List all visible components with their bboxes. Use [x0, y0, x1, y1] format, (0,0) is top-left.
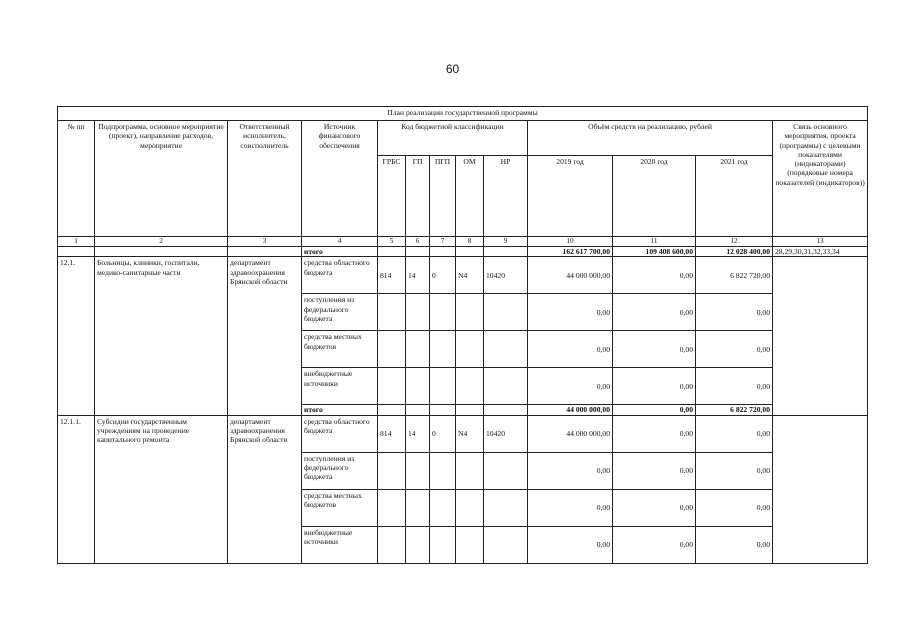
column-number-row [58, 237, 868, 247]
value-2019: 0,00 [528, 331, 613, 368]
value-2019: 44 000 000,00 [528, 415, 613, 452]
funding-source: внебюджетные источники [302, 526, 378, 563]
value-2020: 0,00 [613, 526, 696, 563]
value-2019: 0,00 [528, 526, 613, 563]
code-np: 10420 [484, 257, 528, 294]
value-2021: 6 822 720,00 [696, 257, 773, 294]
column-number: 2 [95, 237, 228, 247]
header-2021: 2021 год [696, 156, 773, 237]
indicator-link: 28,29,30,31,32,33,34 [773, 247, 868, 257]
code-grbs: 814 [378, 415, 406, 452]
column-number: 12 [696, 237, 773, 247]
header-volume: Объём средств на реализацию, рублей [528, 121, 773, 156]
total-2020: 109 408 600,00 [613, 247, 696, 257]
header-responsible: Ответственный исполнитель, соисполнитель [228, 121, 302, 237]
total-2019: 162 617 700,00 [528, 247, 613, 257]
column-number: 10 [528, 237, 613, 247]
column-number: 4 [302, 237, 378, 247]
table-row [58, 257, 868, 294]
value-2021: 0,00 [696, 415, 773, 452]
value-2021: 0,00 [696, 526, 773, 563]
value-2019: 0,00 [528, 452, 613, 489]
funding-source: средства местных бюджетов [302, 331, 378, 368]
item-responsible: департамент здравоохранения Брянской области [228, 415, 302, 563]
value-2020: 0,00 [613, 368, 696, 405]
column-number: 8 [456, 237, 484, 247]
total-label: итого [302, 247, 378, 257]
funding-source: средства областного бюджета [302, 257, 378, 294]
item-number: 12.1.1. [58, 415, 95, 563]
value-2020: 0,00 [613, 489, 696, 526]
item-responsible: департамент здравоохранения Брянской области [228, 257, 302, 415]
total-2019: 44 000 000,00 [528, 405, 613, 415]
header-2020: 2020 год [613, 156, 696, 237]
value-2020: 0,00 [613, 452, 696, 489]
header-grbs: ГРБС [378, 156, 406, 237]
program-total-row [58, 247, 868, 257]
column-number: 13 [773, 237, 868, 247]
value-2021: 0,00 [696, 294, 773, 331]
column-number: 11 [613, 237, 696, 247]
header-subprogram: Подпрограмма, основное мероприятие (проект), направление расходов, мероприятие [95, 121, 228, 237]
value-2019: 0,00 [528, 368, 613, 405]
header-np: НР [484, 156, 528, 237]
value-2020: 0,00 [613, 415, 696, 452]
header-2019: 2019 год [528, 156, 613, 237]
value-2020: 0,00 [613, 331, 696, 368]
code-om: N4 [456, 415, 484, 452]
header-source: Источник финансового обеспечения [302, 121, 378, 237]
header-pgp: ПГП [430, 156, 456, 237]
code-gp: 14 [406, 415, 430, 452]
code-pgp: 0 [430, 415, 456, 452]
table-row [58, 415, 868, 452]
value-2019: 0,00 [528, 489, 613, 526]
funding-source: поступления из федерального бюджета [302, 294, 378, 331]
program-plan-table [57, 106, 868, 564]
total-label: итого [302, 405, 378, 415]
header-num: № пп [58, 121, 95, 237]
header-om: ОМ [456, 156, 484, 237]
header-budget-code: Код бюджетной классификации [378, 121, 528, 156]
code-np: 10420 [484, 415, 528, 452]
table-caption: План реализации государственной программы [58, 107, 868, 121]
value-2020: 0,00 [613, 294, 696, 331]
funding-source: средства областного бюджета [302, 415, 378, 452]
funding-source: средства местных бюджетов [302, 489, 378, 526]
code-grbs: 814 [378, 257, 406, 294]
code-gp: 14 [406, 257, 430, 294]
total-2021: 12 028 400,00 [696, 247, 773, 257]
value-2021: 0,00 [696, 331, 773, 368]
page-number: 60 [445, 62, 460, 76]
item-name: Субсидии государственным учреждениям на проведение капитального ремонта [95, 415, 228, 563]
column-number: 5 [378, 237, 406, 247]
value-2021: 0,00 [696, 489, 773, 526]
column-number: 1 [58, 237, 95, 247]
header-link: Связь основного мероприятия, проекта (программы) с целевыми показателями (индикаторами) (порядковые номера показателей (индикаторов)) [773, 121, 868, 237]
value-2019: 0,00 [528, 294, 613, 331]
total-2021: 6 822 720,00 [696, 405, 773, 415]
funding-source: внебюджетные источники [302, 368, 378, 405]
item-number: 12.1. [58, 257, 95, 415]
funding-source: поступления из федерального бюджета [302, 452, 378, 489]
value-2019: 44 000 000,00 [528, 257, 613, 294]
column-number: 7 [430, 237, 456, 247]
value-2021: 0,00 [696, 368, 773, 405]
item-name: Больницы, клиники, госпитали, медико-санитарные части [95, 257, 228, 415]
total-2020: 0,00 [613, 405, 696, 415]
column-number: 3 [228, 237, 302, 247]
header-gp: ГП [406, 156, 430, 237]
code-pgp: 0 [430, 257, 456, 294]
code-om: N4 [456, 257, 484, 294]
value-2020: 0,00 [613, 257, 696, 294]
value-2021: 0,00 [696, 452, 773, 489]
column-number: 9 [484, 237, 528, 247]
column-number: 6 [406, 237, 430, 247]
